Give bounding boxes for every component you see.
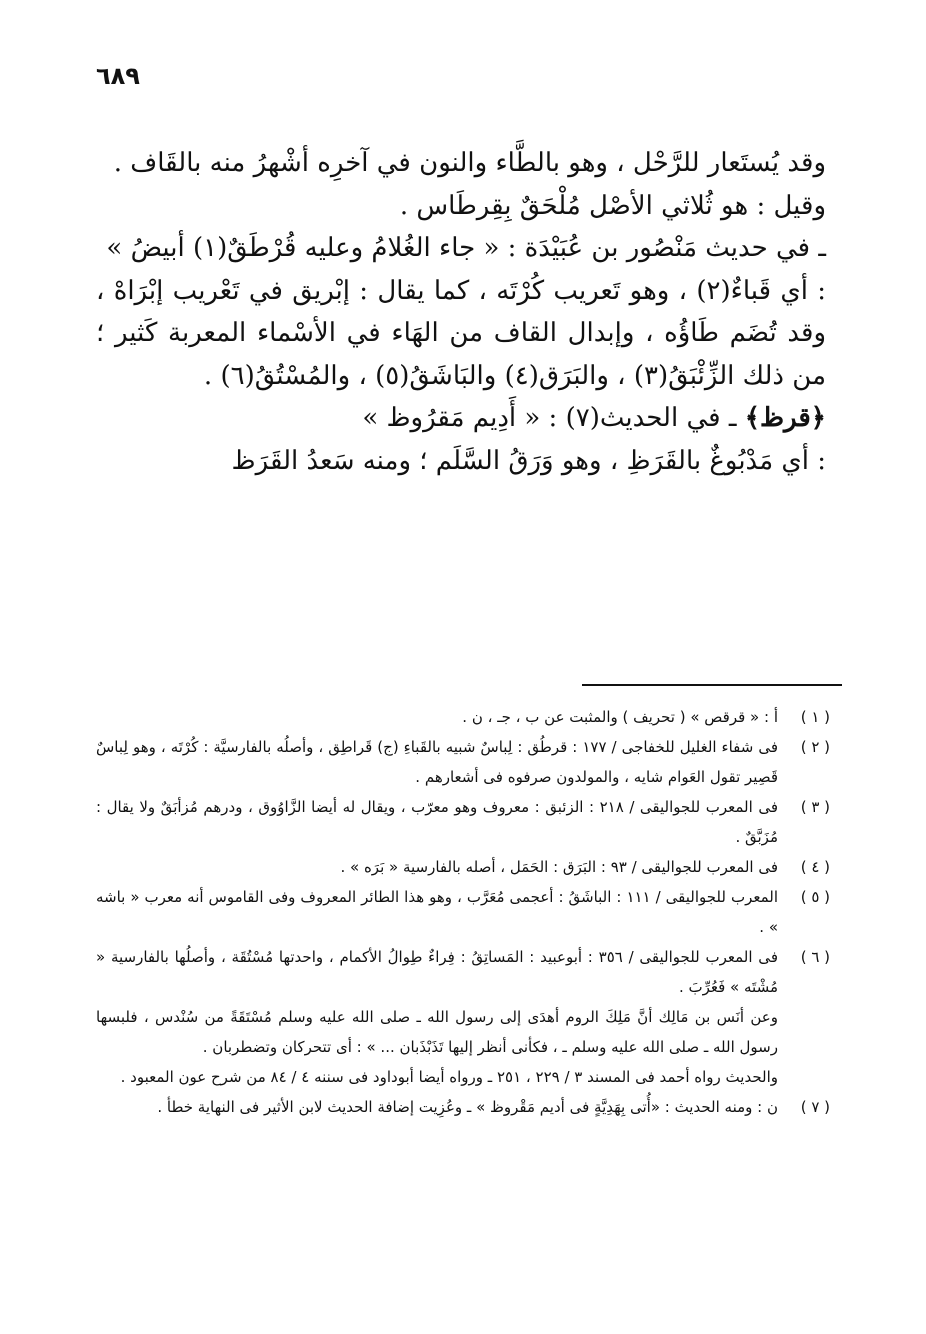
footnote-number: ( ٤ ) [800,858,830,876]
footnote [96,792,830,852]
footnote-line: ن : ومنه الحديث : «أُتى بِهَدِيَّةٍ فى أديم مَقْروظ » ـ وعُزِيت إضافة الحديث لابن الأثير فى النهاية خطأ . [157,1098,778,1116]
main-paragraph-3: ـ في حديث مَنْصُور بن عُبَيْدَة : « جاء الغُلامُ وعليه قُرْطَقٌ(١) أبيضُ » [106,233,826,263]
footnote-line: فى المعرب للجواليقى / ٢١٨ : الزئبق : معروف وهو معرّب ، ويقال له أيضا الزَّاوُوق ، ودرهم مُزأبَقٌ ولا يقال : مُزَبَّقٌ . [96,798,779,846]
footnote [96,852,830,882]
footnote-line: وعن أنَس بن مَالِك أنَّ مَلِكَ الروم أهدَى إلى رسول الله ـ صلى الله عليه وسلم مُسْتَقَةً من سُنْدس ، فلبسها رسول الله ـ صلى الله عليه وسلم ـ ، فكأنى أنظر إليها تَذَبْذَبان ... » : أى تتحركان وتضطربان . [96,1008,778,1056]
footnote-divider [582,684,842,686]
entry-head-word: ﴿قرظ﴾ [744,403,826,433]
page-number: ٦٨٩ [96,62,140,90]
footnote-body [96,1092,778,1122]
main-paragraph-2: وقيل : هو ثُلاثي الأصْل مُلْحَقٌ بِقِرطَاس . [399,190,826,221]
footnote-line: فى المعرب للجواليقى / ٣٥٦ : أبوعبيد : المَساتِقُ : فِراءٌ طِوالُ الأكمام ، واحدتها مُسْتُقَة ، وأصلُها بالفارسية « مُشْتَه » فَعُرِّبَ . [96,948,778,996]
footnote [96,732,830,792]
footnote [96,702,830,732]
footnote-number: ( ١ ) [800,708,830,726]
footnote [96,882,830,942]
footnote [96,1092,830,1122]
footnote-number: ( ٢ ) [800,738,830,756]
footnote-line: المعرب للجواليقى / ١١١ : الباشَقُ : أعجمى مُعَرَّب ، وهو هذا الطائر المعروف وفى القاموس أنه معرب « باشه » . [96,888,778,936]
footnote-body [96,852,778,882]
main-paragraph-6: : أي مَدْبُوغٌ بالقَرَظِ ، وهو وَرَقُ السَّلَم ؛ ومنه سَعدُ القَرَظ [231,445,826,476]
main-text [96,142,826,482]
main-paragraph-4: : أي قَباءٌ(٢) ، وهو تَعريب كُرْتَه ، كما يقال : إبْريق في تَعْريب إبْرَاهْ ، وقد تُضَم طَاؤُه ، وإبدال القاف من الهَاء في الأسْماء المعربة كَثير ؛ من ذلك الزِّئْبَقُ(٣) ، والبَرَق(٤) والبَاشَقُ(٥) ، والمُسْتُقُ(٦) . [96,275,826,391]
main-paragraph-5 [96,397,826,440]
footnote-body [96,732,778,792]
footnotes [96,702,830,1122]
footnote-number: ( ٥ ) [800,888,830,906]
footnote-line: فى شفاء الغليل للخفاجى / ١٧٧ : قرطُق : لِباسٌ شبيه بالقَباءِ (ج) قَراطِق ، وأصلُه بالفارسيَّة : كُرْتَه ، وهو لِباسٌ قَصِير تقول العَوام شايه ، والمولدون صرفوه فى أشعارهم . [96,738,778,786]
footnote-number: ( ٦ ) [800,948,830,966]
main-paragraph-1: وقد يُستَعار للرَّحْل ، وهو بالطَّاء والنون في آخرِه أشْهرُ منه بالقَاف . [113,148,826,178]
footnote-body [96,792,778,852]
footnote-line: أ : « قرقص » ( تحريف ) والمثبت عن ب ، جـ ، ن . [462,708,778,726]
footnote-number: ( ٧ ) [800,1098,830,1116]
footnote-number: ( ٣ ) [800,798,830,816]
footnote-body [96,942,778,1092]
entry-head-text: ـ في الحديث(٧) : « أَدِيم مَقرُوظ » [362,403,745,433]
footnote-line: فى المعرب للجواليقى / ٩٣ : البَرَق : الحَمَل ، أصله بالفارسية « بَرَه » . [340,858,778,876]
footnote [96,942,830,1092]
footnote-line: والحديث رواه أحمد فى المسند ٣ / ٢٢٩ ، ٢٥١ ـ ورواه أيضا أبوداود فى سننه ٤ / ٨٤ من شرح عون المعبود . [120,1068,778,1086]
footnote-body [96,702,778,732]
footnote-body [96,882,778,942]
